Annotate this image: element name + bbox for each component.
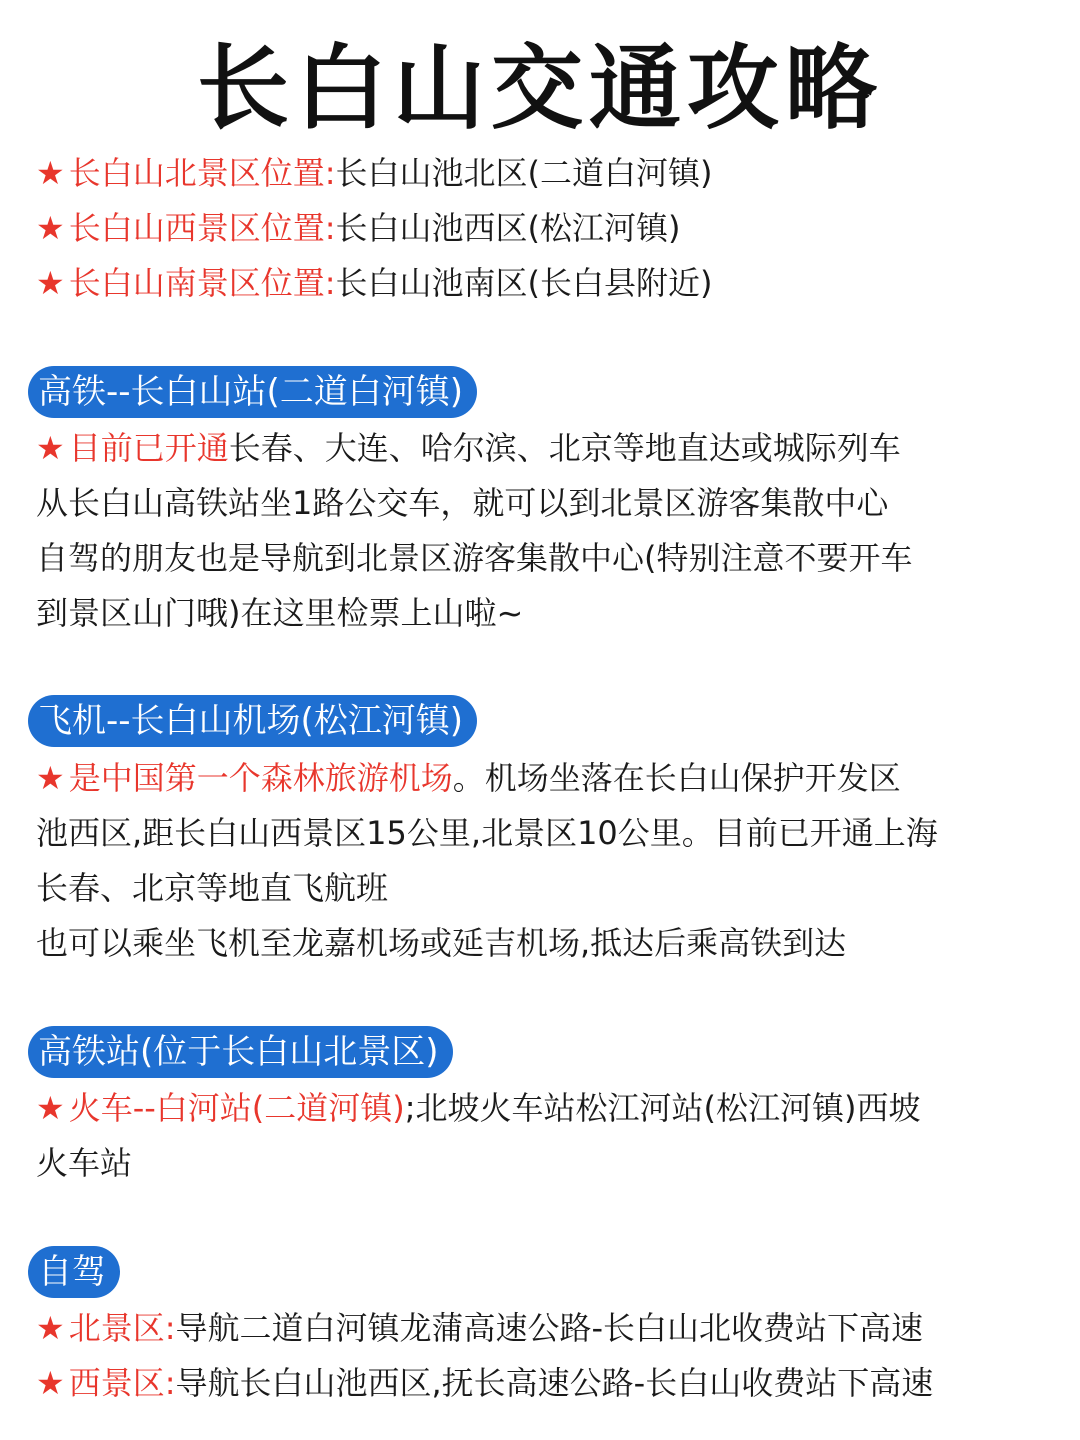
- drive-item-label: 西景区:: [68, 1364, 176, 1402]
- highspeed-lead-text: 长春、大连、哈尔滨、北京等地直达或城际列车: [228, 429, 901, 467]
- drive-item-label: 北景区:: [68, 1309, 176, 1347]
- location-text: 长白山池西区(松江河镇): [335, 209, 681, 247]
- location-label: 长白山西景区位置:: [68, 209, 336, 247]
- drive-item-text: 导航长白山池西区,抚长高速公路-长白山收费站下高速: [175, 1364, 934, 1402]
- star-icon: ★: [36, 209, 65, 247]
- airport-line: 池西区,距长白山西景区15公里,北景区10公里。目前已开通上海: [36, 814, 938, 852]
- airport-line: 也可以乘坐飞机至龙嘉机场或延吉机场,抵达后乘高铁到达: [36, 924, 847, 962]
- airport-lead-text: 。机场坐落在长白山保护开发区: [452, 759, 901, 797]
- section-heading-highspeed: 高铁--长白山站(二道白河镇): [28, 366, 477, 418]
- station-line: 火车站: [36, 1144, 133, 1182]
- section-heading-airport: 飞机--长白山机场(松江河镇): [28, 695, 477, 747]
- star-icon: ★: [36, 1364, 65, 1402]
- highspeed-lead-highlight: 目前已开通: [68, 429, 229, 467]
- location-label: 长白山北景区位置:: [68, 154, 336, 192]
- highspeed-line: 自驾的朋友也是导航到北景区游客集散中心(特别注意不要开车: [36, 539, 913, 577]
- location-north: [36, 153, 1046, 193]
- star-icon: ★: [36, 1309, 65, 1347]
- section-heading-drive: 自驾: [28, 1246, 120, 1298]
- location-text: 长白山池南区(长白县附近): [335, 264, 713, 302]
- section-heading-station: 高铁站(位于长白山北景区): [28, 1026, 453, 1078]
- highspeed-line: 到景区山门哦)在这里检票上山啦~: [36, 594, 524, 632]
- star-icon: ★: [36, 1089, 65, 1127]
- star-icon: ★: [36, 759, 65, 797]
- highspeed-lead: [36, 428, 1046, 468]
- airport-lead-highlight: 是中国第一个森林旅游机场: [68, 759, 453, 797]
- page-title: 长白山交通攻略: [196, 35, 883, 142]
- location-south: [36, 263, 1046, 303]
- airport-line: 长春、北京等地直飞航班: [36, 869, 389, 907]
- location-west: [36, 208, 1046, 248]
- location-text: 长白山池北区(二道白河镇): [335, 154, 713, 192]
- star-icon: ★: [36, 429, 65, 467]
- location-label: 长白山南景区位置:: [68, 264, 336, 302]
- drive-item-north: [36, 1308, 1046, 1348]
- station-lead-text: ;北坡火车站松江河站(松江河镇)西坡: [404, 1089, 921, 1127]
- drive-item-west: [36, 1363, 1046, 1403]
- highspeed-line: 从长白山高铁站坐1路公交车，就可以到北景区游客集散中心: [36, 484, 889, 522]
- drive-item-text: 导航二道白河镇龙蒲高速公路-长白山北收费站下高速: [175, 1309, 924, 1347]
- station-lead: [36, 1088, 1046, 1128]
- star-icon: ★: [36, 264, 65, 302]
- star-icon: ★: [36, 154, 65, 192]
- airport-lead: [36, 758, 1046, 798]
- station-lead-highlight: 火车--白河站(二道河镇): [68, 1089, 405, 1127]
